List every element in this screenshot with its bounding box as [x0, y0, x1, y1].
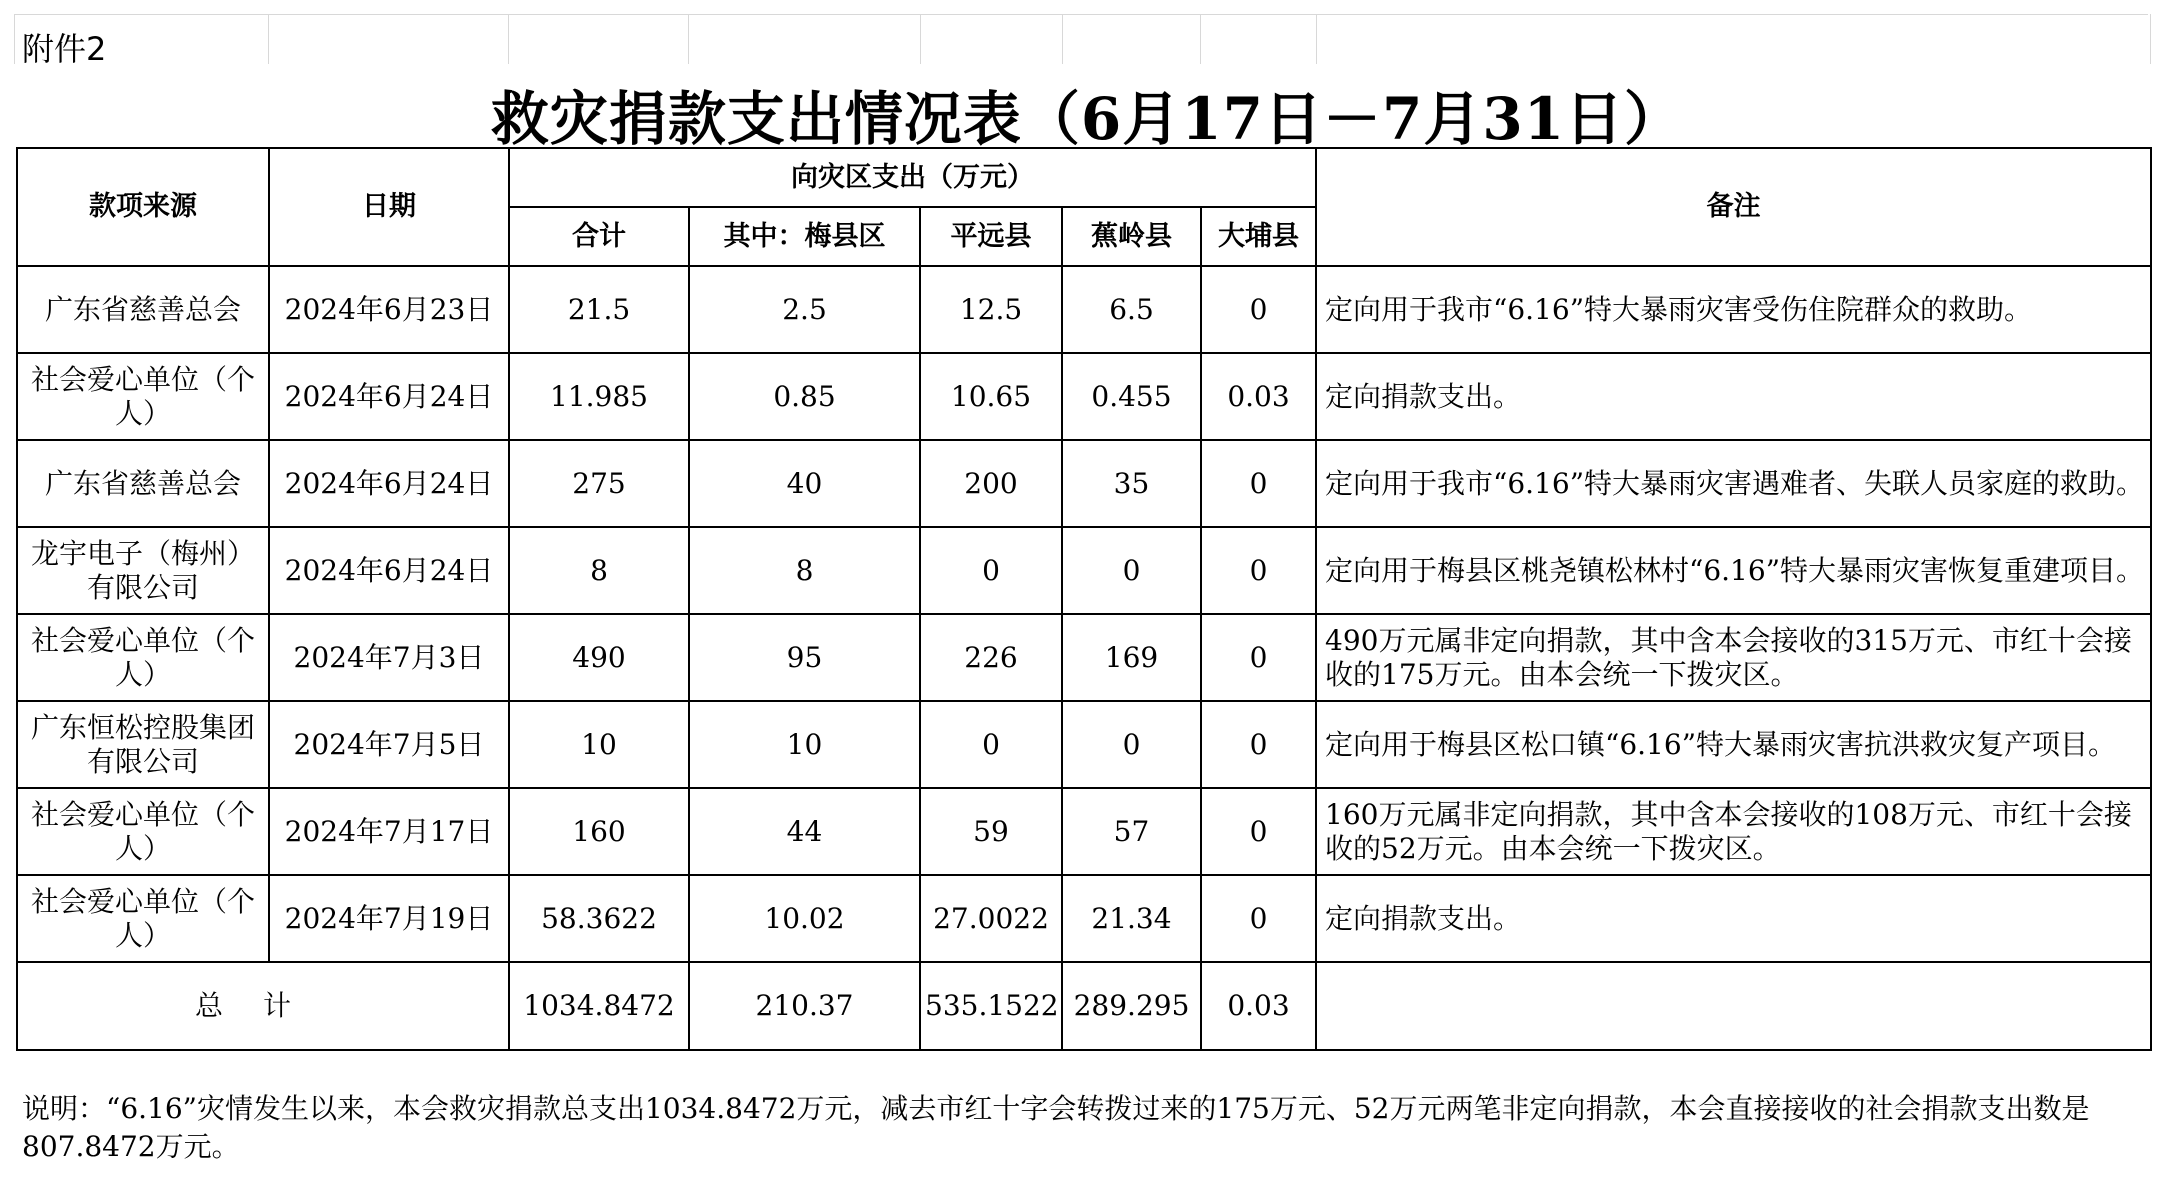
totals-pingyuan: 535.1522 — [920, 962, 1062, 1050]
cell-date: 2024年7月17日 — [269, 788, 509, 875]
table-row — [17, 353, 2151, 440]
table-row — [17, 875, 2151, 962]
cell-source: 社会爱心单位（个人） — [17, 614, 269, 701]
cell-note: 160万元属非定向捐款，其中含本会接收的108万元、市红十会接收的52万元。由本会统一下拨灾区。 — [1316, 788, 2151, 875]
cell-jiaoling: 21.34 — [1062, 875, 1201, 962]
cell-jiaoling: 0 — [1062, 701, 1201, 788]
cell-meixian: 44 — [689, 788, 920, 875]
cell-total: 160 — [509, 788, 689, 875]
cell-dabu: 0 — [1201, 440, 1316, 527]
cell-pingyuan: 12.5 — [920, 266, 1062, 353]
cell-meixian: 8 — [689, 527, 920, 614]
cell-meixian: 95 — [689, 614, 920, 701]
cell-date: 2024年7月5日 — [269, 701, 509, 788]
cell-source: 社会爱心单位（个人） — [17, 353, 269, 440]
cell-jiaoling: 0 — [1062, 527, 1201, 614]
cell-note: 定向捐款支出。 — [1316, 875, 2151, 962]
totals-meixian: 210.37 — [689, 962, 920, 1050]
cell-total: 10 — [509, 701, 689, 788]
cell-jiaoling: 6.5 — [1062, 266, 1201, 353]
header-dabu: 大埔县 — [1201, 207, 1316, 266]
cell-dabu: 0 — [1201, 701, 1316, 788]
cell-total: 8 — [509, 527, 689, 614]
cell-date: 2024年6月24日 — [269, 353, 509, 440]
cell-meixian: 40 — [689, 440, 920, 527]
totals-row — [17, 962, 2151, 1050]
cell-pingyuan: 27.0022 — [920, 875, 1062, 962]
cell-pingyuan: 0 — [920, 527, 1062, 614]
cell-meixian: 10.02 — [689, 875, 920, 962]
totals-dabu: 0.03 — [1201, 962, 1316, 1050]
cell-source: 社会爱心单位（个人） — [17, 788, 269, 875]
cell-source: 龙宇电子（梅州）有限公司 — [17, 527, 269, 614]
cell-meixian: 10 — [689, 701, 920, 788]
totals-label: 总计 — [17, 962, 509, 1050]
cell-source: 广东恒松控股集团有限公司 — [17, 701, 269, 788]
cell-dabu: 0 — [1201, 788, 1316, 875]
cell-total: 490 — [509, 614, 689, 701]
cell-dabu: 0.03 — [1201, 353, 1316, 440]
cell-jiaoling: 0.455 — [1062, 353, 1201, 440]
attachment-label: 附件2 — [22, 30, 107, 68]
cell-dabu: 0 — [1201, 266, 1316, 353]
cell-jiaoling: 35 — [1062, 440, 1201, 527]
page-title: 救灾捐款支出情况表（6月17日－7月31日） — [490, 85, 1684, 153]
table-row — [17, 440, 2151, 527]
cell-note: 定向捐款支出。 — [1316, 353, 2151, 440]
header-pingyuan: 平远县 — [920, 207, 1062, 266]
table-row — [17, 614, 2151, 701]
header-source: 款项来源 — [17, 148, 269, 266]
header-date: 日期 — [269, 148, 509, 266]
donation-table — [16, 147, 2152, 1051]
cell-pingyuan: 0 — [920, 701, 1062, 788]
cell-note: 定向用于我市“6.16”特大暴雨灾害遇难者、失联人员家庭的救助。 — [1316, 440, 2151, 527]
cell-total: 11.985 — [509, 353, 689, 440]
cell-date: 2024年7月3日 — [269, 614, 509, 701]
header-jiaoling: 蕉岭县 — [1062, 207, 1201, 266]
table-row — [17, 701, 2151, 788]
totals-jiaoling: 289.295 — [1062, 962, 1201, 1050]
cell-note: 定向用于梅县区松口镇“6.16”特大暴雨灾害抗洪救灾复产项目。 — [1316, 701, 2151, 788]
cell-jiaoling: 57 — [1062, 788, 1201, 875]
cell-note: 490万元属非定向捐款，其中含本会接收的315万元、市红十会接收的175万元。由本会统一下拨灾区。 — [1316, 614, 2151, 701]
table-row — [17, 266, 2151, 353]
cell-dabu: 0 — [1201, 614, 1316, 701]
cell-jiaoling: 169 — [1062, 614, 1201, 701]
cell-meixian: 2.5 — [689, 266, 920, 353]
cell-source: 广东省慈善总会 — [17, 440, 269, 527]
cell-date: 2024年6月24日 — [269, 527, 509, 614]
header-meixian: 其中：梅县区 — [689, 207, 920, 266]
cell-source: 社会爱心单位（个人） — [17, 875, 269, 962]
spreadsheet-gridlines — [0, 0, 2158, 64]
header-total: 合计 — [509, 207, 689, 266]
header-expenditure-group: 向灾区支出（万元） — [509, 148, 1316, 207]
cell-dabu: 0 — [1201, 527, 1316, 614]
cell-date: 2024年6月23日 — [269, 266, 509, 353]
header-note: 备注 — [1316, 148, 2151, 266]
footer-note: 说明：“6.16”灾情发生以来，本会救灾捐款总支出1034.8472万元，减去市红十字会转拨过来的175万元、52万元两笔非定向捐款，本会直接接收的社会捐款支出数是807.8472万元。 — [22, 1092, 2090, 1163]
cell-meixian: 0.85 — [689, 353, 920, 440]
cell-pingyuan: 10.65 — [920, 353, 1062, 440]
cell-note: 定向用于我市“6.16”特大暴雨灾害受伤住院群众的救助。 — [1316, 266, 2151, 353]
table-row — [17, 527, 2151, 614]
cell-date: 2024年6月24日 — [269, 440, 509, 527]
cell-date: 2024年7月19日 — [269, 875, 509, 962]
table-row — [17, 788, 2151, 875]
cell-total: 58.3622 — [509, 875, 689, 962]
cell-total: 21.5 — [509, 266, 689, 353]
cell-note: 定向用于梅县区桃尧镇松林村“6.16”特大暴雨灾害恢复重建项目。 — [1316, 527, 2151, 614]
totals-note — [1316, 962, 2151, 1050]
cell-total: 275 — [509, 440, 689, 527]
cell-pingyuan: 226 — [920, 614, 1062, 701]
cell-dabu: 0 — [1201, 875, 1316, 962]
cell-pingyuan: 200 — [920, 440, 1062, 527]
cell-pingyuan: 59 — [920, 788, 1062, 875]
cell-source: 广东省慈善总会 — [17, 266, 269, 353]
totals-total: 1034.8472 — [509, 962, 689, 1050]
